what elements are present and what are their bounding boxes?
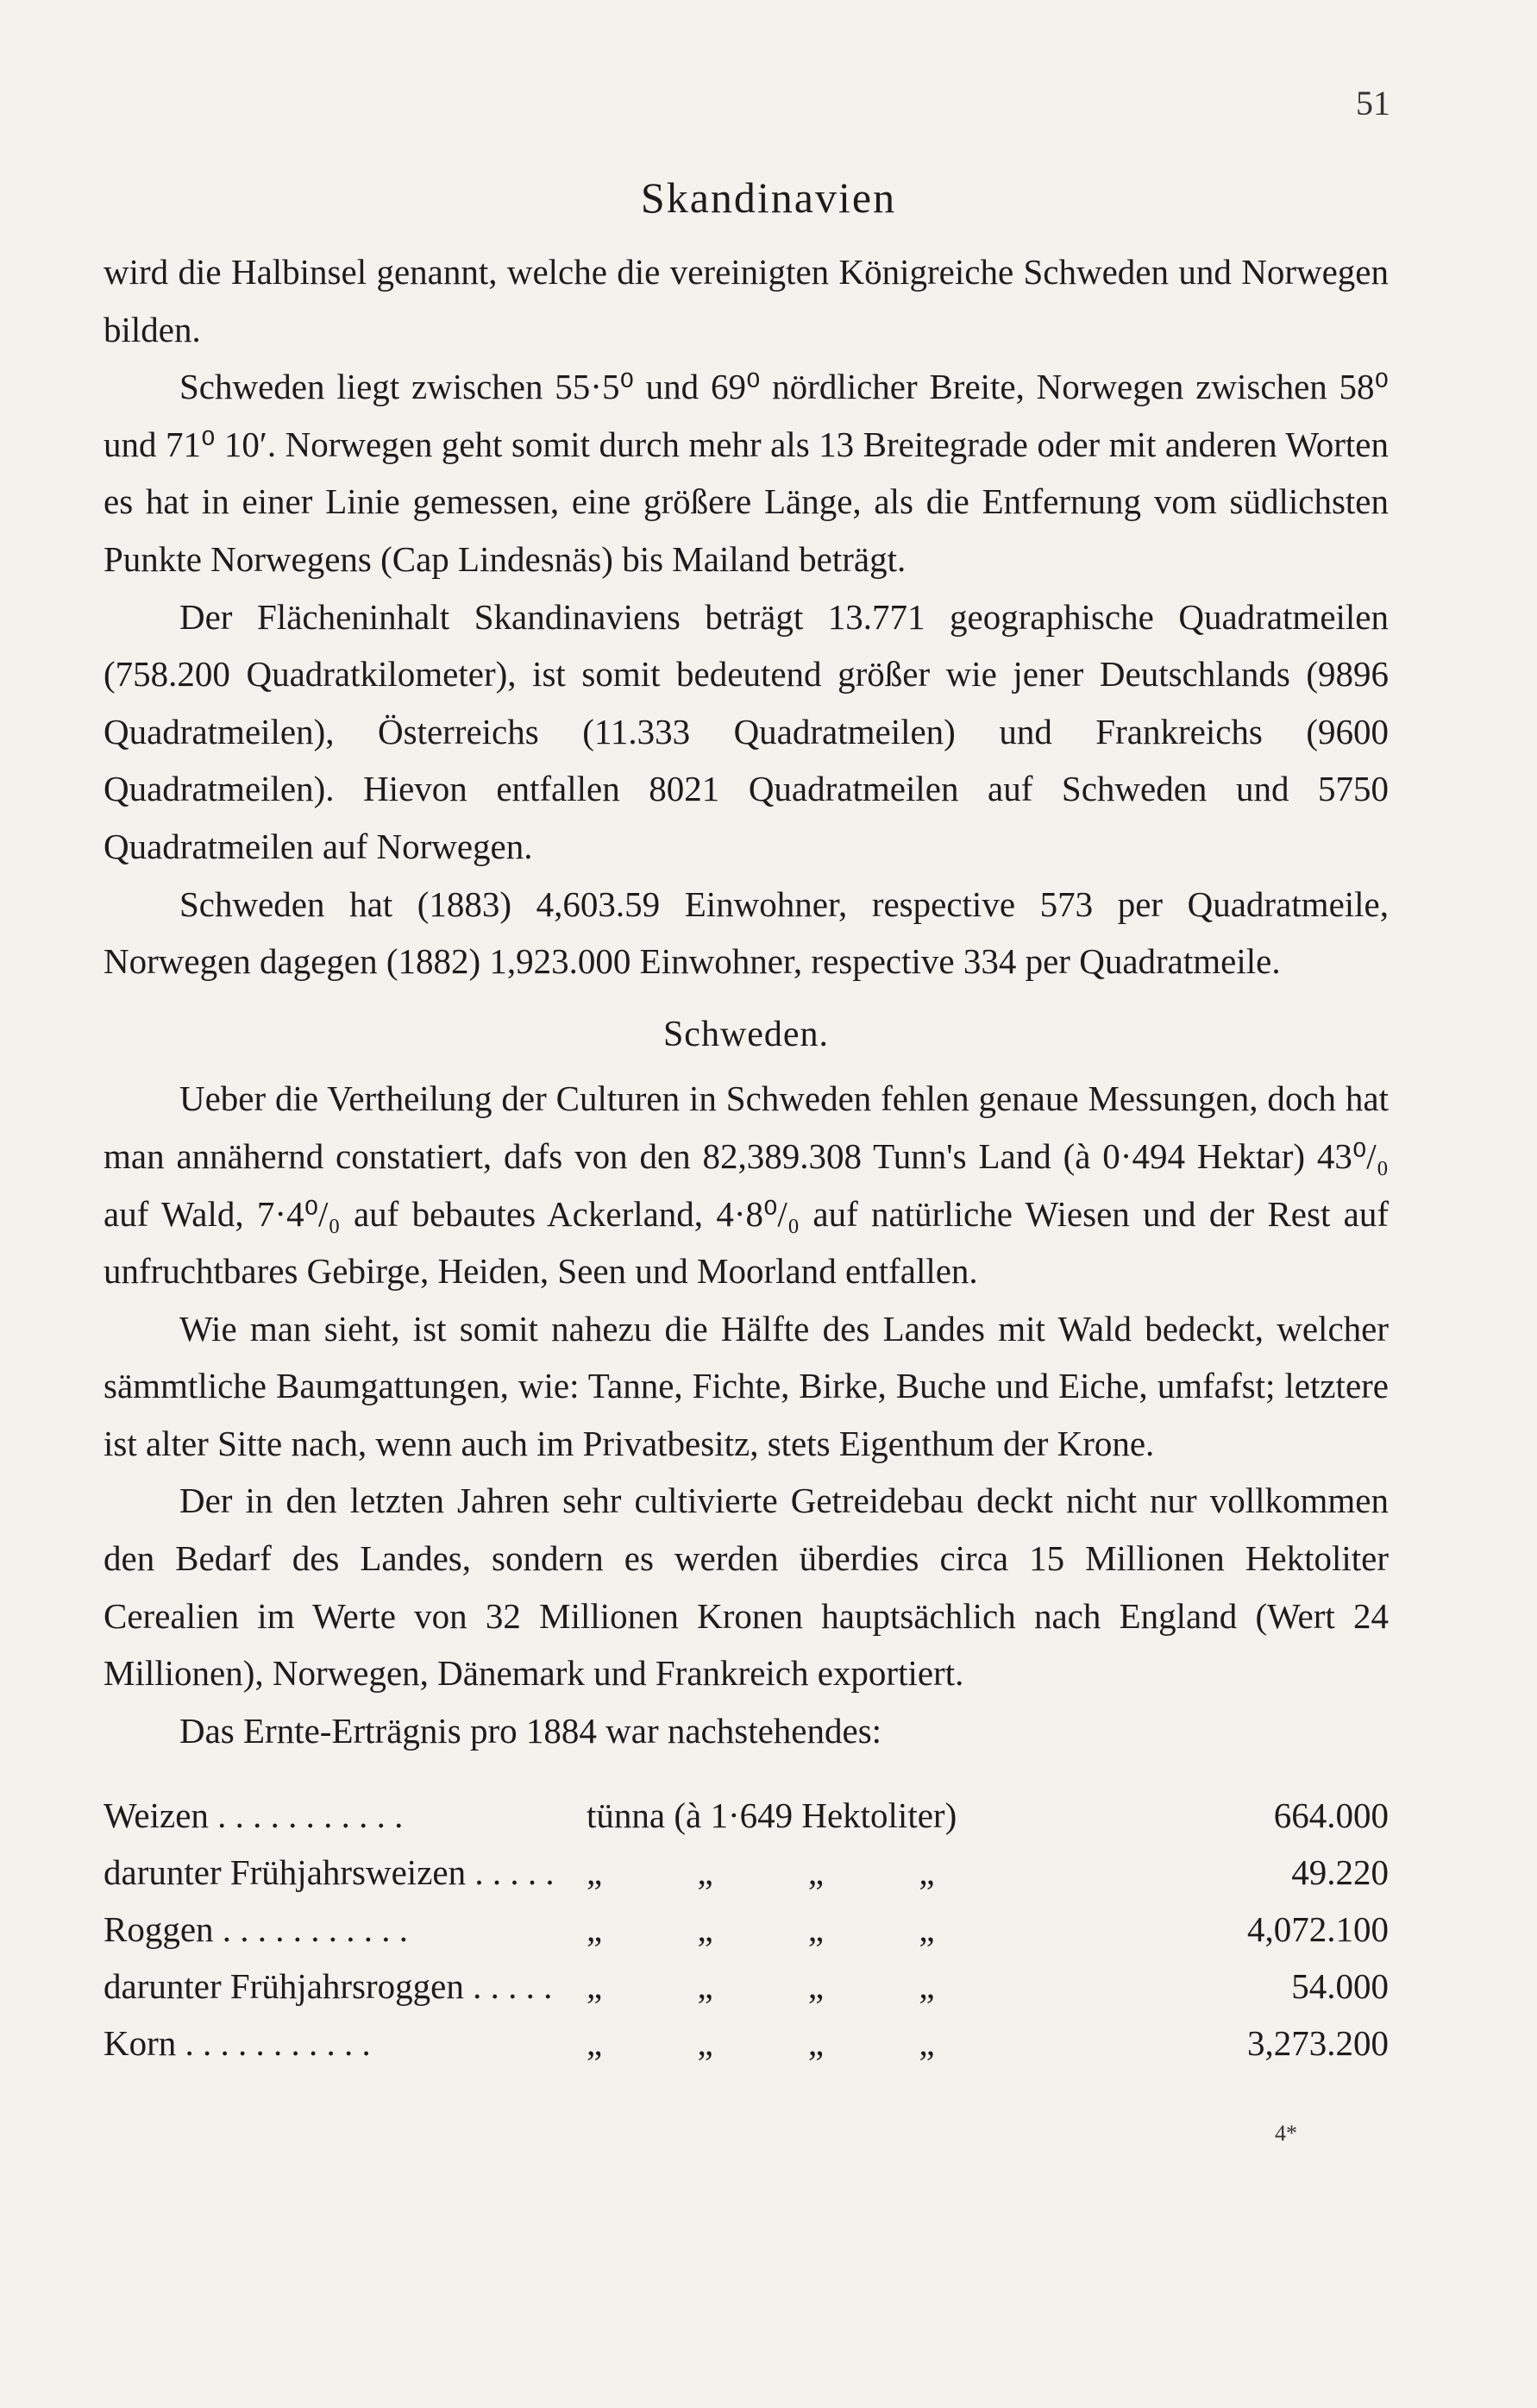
section-heading: Skandinavien [640,173,897,222]
table-row [104,1965,1389,2022]
unit-label: „ „ „ „ [587,1852,978,1892]
unit-label: „ „ „ „ [587,2023,978,2063]
table-row [104,1852,1389,1908]
paragraph: Ueber die Vertheilung der Culturen in Schweden fehlen genaue Messungen, doch hat man annähernd constatiert, dafs von den 82,389.308 Tunn's Land (à 0·494 Hektar) 43⁰/₀ auf Wald, 7·4⁰/₀ auf bebautes Ackerland, 4·8⁰/₀ auf natürliche Wiesen und der Rest auf unfruchtbares Gebirge, Heiden, Seen und Moorland entfallen. [104,1078,1389,1292]
crop-value: 4,072.100 [1247,1909,1389,1949]
unit-label: „ „ „ „ [587,1966,978,2006]
crop-value: 3,273.200 [1247,2023,1389,2063]
crop-label: darunter Frühjahrsroggen . . . . . [104,1966,553,2006]
unit-label: tünna (à 1·649 Hektoliter) [587,1795,957,1835]
paragraph: Der in den letzten Jahren sehr cultivierte Getreidebau deckt nicht nur vollkommen den Bedarf des Landes, sondern es werden überdies circa 15 Millionen Hektoliter Cerealien im Werte von 32 Millionen Kronen hauptsächlich nach England (Wert 24 Millionen), Norwegen, Dänemark und Frankreich exportiert. [104,1481,1389,1694]
table-row [104,2022,1389,2079]
page-number: 51 [1356,84,1390,123]
harvest-table [104,1795,1389,2079]
crop-value: 54.000 [1291,1966,1389,2006]
subsection-heading: Schweden. [662,1014,830,1054]
paragraph: Schweden liegt zwischen 55·5⁰ und 69⁰ nördlicher Breite, Norwegen zwischen 58⁰ und 71⁰ 10′. Norwegen geht somit durch mehr als 13 Breitegrade oder mit anderen Worten es hat in einer Linie gemessen, eine größere Länge, als die Entfernung vom südlichsten Punkte Norwegens (Cap Lindesnäs) bis Mailand beträgt. [104,367,1389,579]
paragraph: Das Ernte-Erträgnis pro 1884 war nachstehendes: [179,1710,882,1751]
crop-value: 49.220 [1291,1852,1389,1892]
table-row [104,1795,1389,1852]
crop-label: Korn . . . . . . . . . . . [104,2023,371,2063]
paragraph: Wie man sieht, ist somit nahezu die Hälfte des Landes mit Wald bedeckt, welcher sämmtliche Baumgattungen, wie: Tanne, Fichte, Birke, Buche und Eiche, umfafst; letztere ist alter Sitte nach, wenn auch im Privatbesitz, stets Eigenthum der Krone. [104,1308,1389,1463]
folio-mark: 4* [1275,2121,1297,2146]
crop-label: darunter Frühjahrsweizen . . . . . [104,1852,555,1892]
paragraph: Schweden hat (1883) 4,603.59 Einwohner, respective 573 per Quadratmeile, Norwegen dagegen (1882) 1,923.000 Einwohner, respective 334 per Quadratmeile. [104,883,1389,982]
paragraph: Der Flächeninhalt Skandinaviens beträgt 13.771 geographische Quadratmeilen (758.200 Quadratkilometer), ist somit bedeutend größer wie jener Deutschlands (9896 Quadratmeilen), Österreichs (11.333 Quadratmeilen) und Frankreichs (9600 Quadratmeilen). Hievon entfallen 8021 Quadratmeilen auf Schweden und 5750 Quadratmeilen auf Norwegen. [104,596,1389,866]
crop-label: Roggen . . . . . . . . . . . [104,1909,409,1949]
paragraph: wird die Halbinsel genannt, welche die vereinigten Königreiche Schweden und Norwegen bilden. [104,252,1389,349]
table-row [104,1908,1389,1965]
unit-label: „ „ „ „ [587,1909,978,1949]
crop-label: Weizen . . . . . . . . . . . [104,1795,404,1835]
body-text [104,243,1389,1759]
crop-value: 664.000 [1273,1795,1389,1835]
